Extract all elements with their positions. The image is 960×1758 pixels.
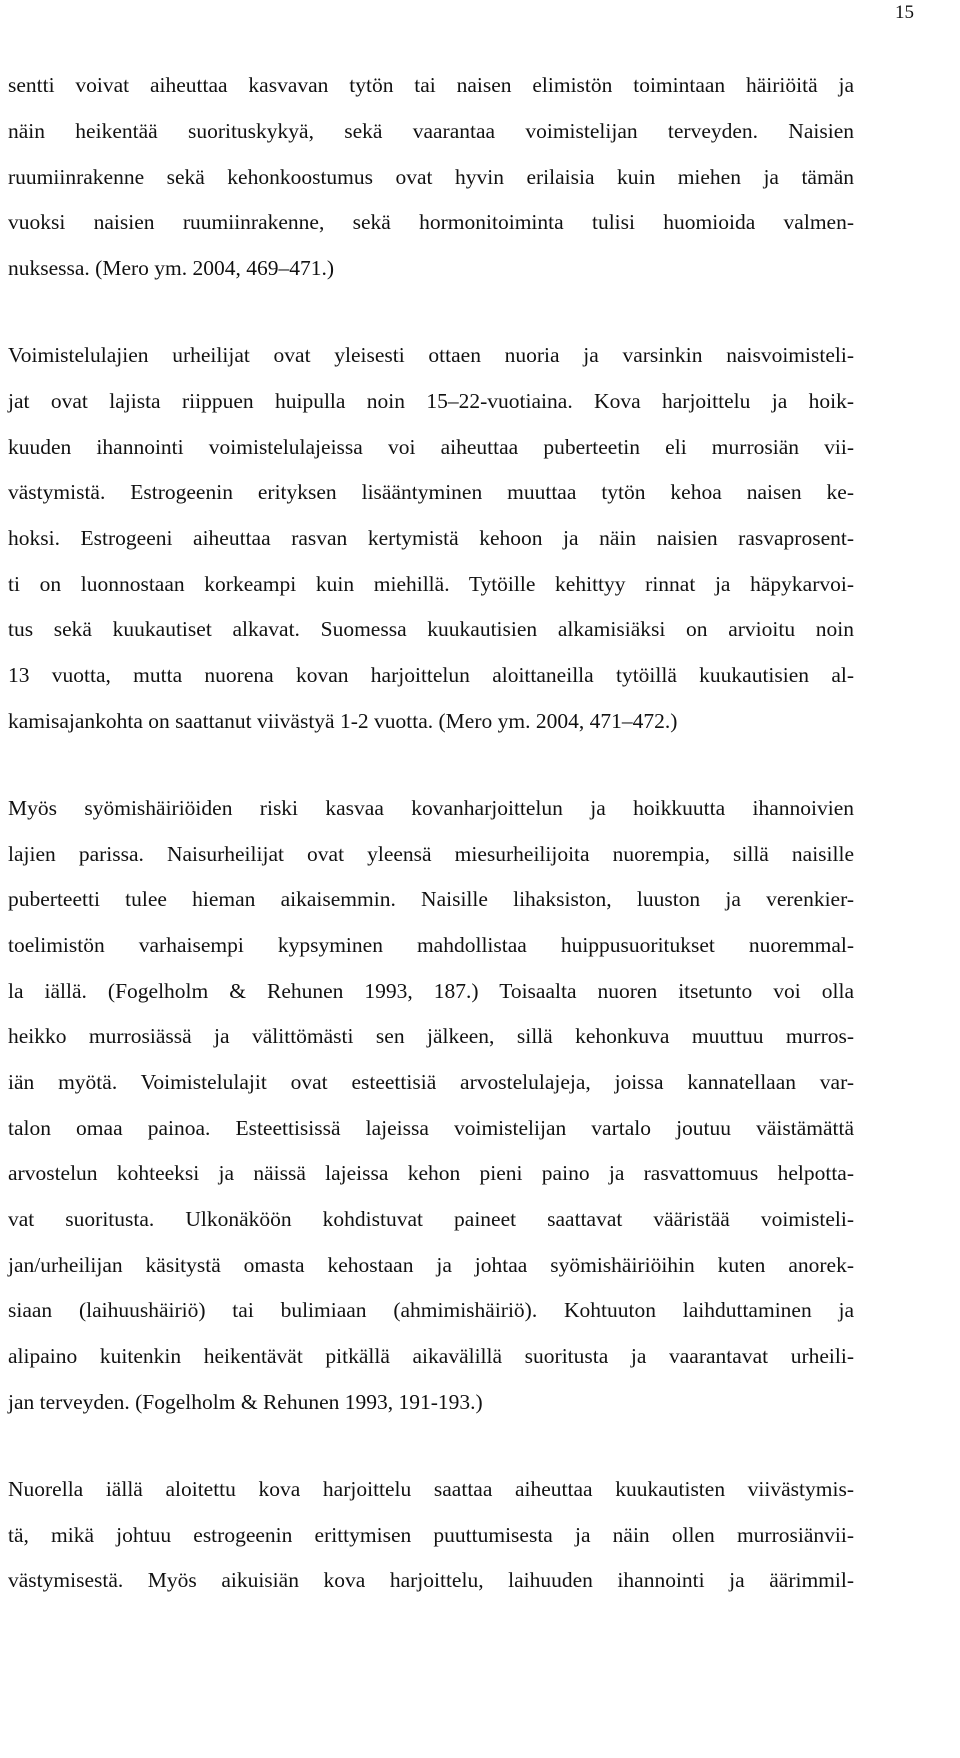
text-line: sentti voivat aiheuttaa kasvavan tytön tai naisen elimistön toimintaan häiriöitä ja bbox=[8, 73, 854, 97]
text-line: näin heikentää suorituskykyä, sekä vaarantaa voimistelijan terveyden. Naisien bbox=[8, 119, 854, 143]
text-line: talon omaa painoa. Esteettisissä lajeissa voimistelijan vartalo joutuu väistämättä bbox=[8, 1116, 854, 1140]
text-line: västymistä. Estrogeenin erityksen lisääntyminen muuttaa tytön kehoa naisen ke- bbox=[8, 480, 854, 504]
text-line: la iällä. (Fogelholm & Rehunen 1993, 187.) Toisaalta nuoren itsetunto voi olla bbox=[8, 979, 854, 1003]
text-line: hoksi. Estrogeeni aiheuttaa rasvan kertymistä kehoon ja näin naisien rasvaprosent- bbox=[8, 526, 854, 550]
text-line: siaan (laihuushäiriö) tai bulimiaan (ahmimishäiriö). Kohtuuton laihduttaminen ja bbox=[8, 1298, 854, 1322]
text-line: vat suoritusta. Ulkonäköön kohdistuvat paineet saattavat vääristää voimisteli- bbox=[8, 1207, 854, 1231]
text-line: västymisestä. Myös aikuisiän kova harjoittelu, laihuuden ihannointi ja äärimmil- bbox=[8, 1568, 854, 1592]
text-line: ti on luonnostaan korkeampi kuin miehillä. Tytöille kehittyy rinnat ja häpykarvoi- bbox=[8, 572, 854, 596]
text-line: arvostelun kohteeksi ja näissä lajeissa kehon pieni paino ja rasvattomuus helpotta- bbox=[8, 1161, 854, 1185]
text-line: nuksessa. (Mero ym. 2004, 469–471.) bbox=[8, 256, 335, 280]
text-line: Nuorella iällä aloitettu kova harjoittelu saattaa aiheuttaa kuukautisten viivästymis- bbox=[8, 1477, 854, 1501]
text-line: heikko murrosiässä ja välittömästi sen jälkeen, sillä kehonkuva muuttuu murros- bbox=[8, 1024, 854, 1048]
text-line: lajien parissa. Naisurheilijat ovat yleensä miesurheilijoita nuorempia, sillä naisille bbox=[8, 842, 854, 866]
text-line: ruumiinrakenne sekä kehonkoostumus ovat hyvin erilaisia kuin miehen ja tämän bbox=[8, 165, 854, 189]
text-line: tus sekä kuukautiset alkavat. Suomessa kuukautisien alkamisiäksi on arvioitu noin bbox=[8, 617, 854, 641]
page-number: 15 bbox=[895, 2, 914, 23]
text-line: puberteetti tulee hieman aikaisemmin. Naisille lihaksiston, luuston ja verenkier- bbox=[8, 887, 854, 911]
text-line: kamisajankohta on saattanut viivästyä 1-2 vuotta. (Mero ym. 2004, 471–472.) bbox=[8, 709, 678, 733]
text-line: toelimistön varhaisempi kypsyminen mahdollistaa huippusuoritukset nuoremmal- bbox=[8, 933, 854, 957]
text-line: Voimistelulajien urheilijat ovat yleisesti ottaen nuoria ja varsinkin naisvoimisteli- bbox=[8, 343, 854, 367]
text-line: tä, mikä johtuu estrogeenin erittymisen puuttumisesta ja näin ollen murrosiänvii- bbox=[8, 1523, 854, 1547]
text-line: jat ovat lajista riippuen huipulla noin 15–22-vuotiaina. Kova harjoittelu ja hoik- bbox=[8, 389, 854, 413]
text-line: Myös syömishäiriöiden riski kasvaa kovanharjoittelun ja hoikkuutta ihannoivien bbox=[8, 796, 854, 820]
text-line: jan/urheilijan käsitystä omasta kehostaan ja johtaa syömishäiriöihin kuten anorek- bbox=[8, 1253, 854, 1277]
text-line: jan terveyden. (Fogelholm & Rehunen 1993, 191-193.) bbox=[8, 1390, 483, 1414]
text-line: kuuden ihannointi voimistelulajeissa voi aiheuttaa puberteetin eli murrosiän vii- bbox=[8, 435, 854, 459]
text-line: 13 vuotta, mutta nuorena kovan harjoittelun aloittaneilla tytöillä kuukautisien al- bbox=[8, 663, 854, 687]
text-line: alipaino kuitenkin heikentävät pitkällä aikavälillä suoritusta ja vaarantavat urheili- bbox=[8, 1344, 854, 1368]
text-line: vuoksi naisien ruumiinrakenne, sekä hormonitoiminta tulisi huomioida valmen- bbox=[8, 210, 854, 234]
text-line: iän myötä. Voimistelulajit ovat esteettisiä arvostelulajeja, joissa kannatellaan var- bbox=[8, 1070, 854, 1094]
